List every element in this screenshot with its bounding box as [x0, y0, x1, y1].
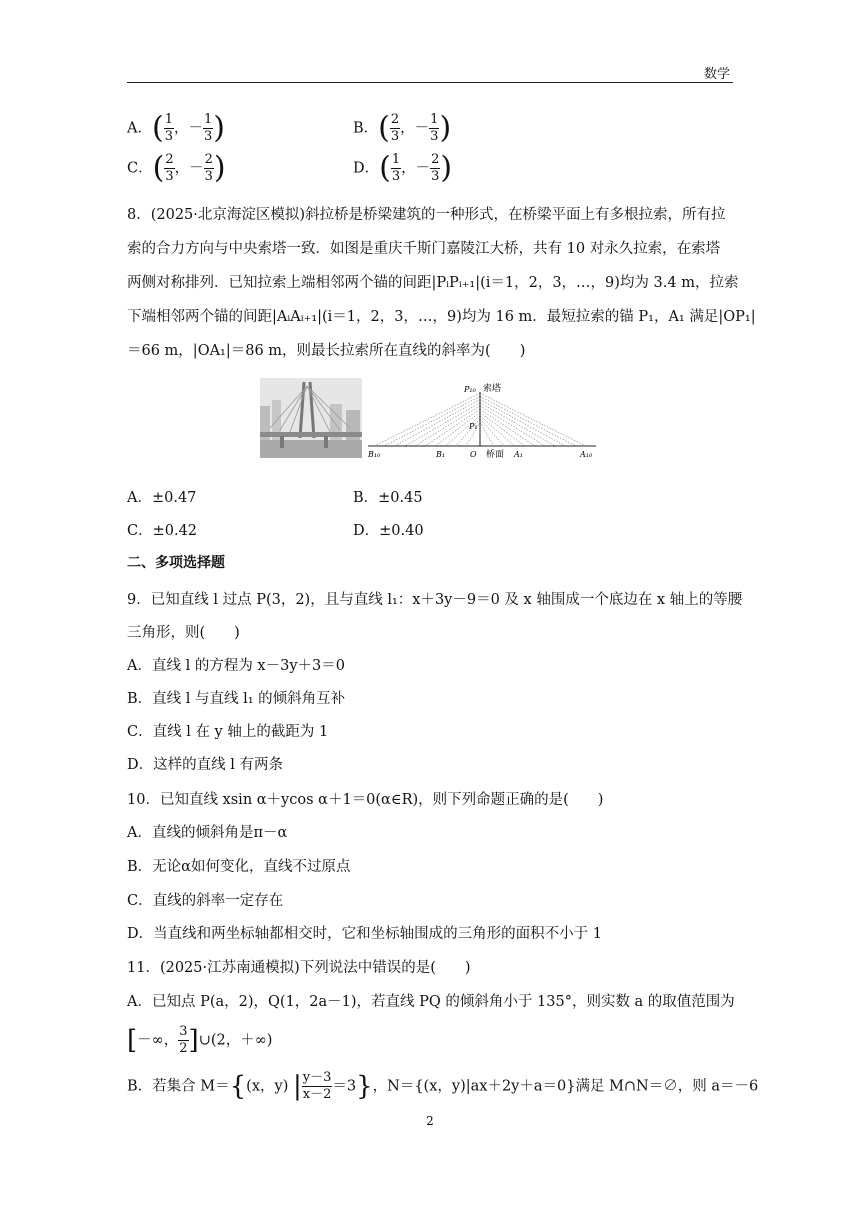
q8-line-2: 索的合力方向与中央索塔一致．如图是重庆千斯门嘉陵江大桥，共有 10 对永久拉索，在索塔	[127, 241, 721, 257]
q7-option-c: C．( $\frac{2}{3}$ ，－ $\frac{2}{3}$ )	[127, 150, 226, 186]
q8-option-b: B．±0.45	[353, 490, 423, 506]
stay-cable	[480, 412, 525, 446]
stay-cable	[480, 422, 494, 446]
label-p10: P₁₀	[464, 385, 476, 394]
q9-line-2: 三角形，则( )	[127, 625, 240, 641]
q8-line-3: 两侧对称排列．已知拉索上端相邻两个锚的间距|PᵢPᵢ₊₁|(i＝1，2，3，…，9)均为 3.4 m，拉索	[127, 275, 739, 291]
q10-option-b: B．无论α如何变化，直线不过原点	[127, 859, 351, 875]
page-number: 2	[426, 1114, 434, 1128]
q10-option-d: D．当直线和两坐标轴都相交时，它和坐标轴围成的三角形的面积不小于 1	[127, 926, 602, 942]
q11-stem: 11．(2025·江苏南通模拟)下列说法中错误的是( )	[127, 960, 471, 976]
q11-option-b: B．若集合 M＝{(x，y) | $\frac{y-3}{x-2}$ ＝3}，N＝{(x，y)|ax＋2y＋a＝0}满足 M∩N＝∅，则 a＝－6	[127, 1070, 759, 1102]
q8-option-d: D．±0.40	[353, 523, 424, 539]
q7-option-a: A．( $\frac{1}{3}$ ，－ $\frac{1}{3}$ )	[127, 110, 225, 146]
q8-line-1: 8．(2025·北京海淀区模拟)斜拉桥是桥梁建筑的一种形式，在桥梁平面上有多根拉索，所有拉	[127, 207, 726, 223]
q8-option-c: C．±0.42	[127, 523, 198, 539]
label-b1: B₁	[436, 450, 446, 459]
q8-line-5: ＝66 m，|OA₁|＝86 m，则最长拉索所在直线的斜率为( )	[127, 343, 526, 359]
label-b10: B₁₀	[368, 450, 381, 459]
label-o: O	[470, 450, 477, 459]
bridge-diagram	[366, 378, 598, 460]
stay-cable	[480, 406, 545, 446]
label-p1: P₁	[469, 422, 478, 431]
section-title: 二、多项选择题	[127, 555, 225, 571]
q10-option-c: C．直线的斜率一定存在	[127, 893, 284, 909]
stay-cable	[395, 400, 480, 446]
q9-option-d: D．这样的直线 l 有两条	[127, 757, 283, 773]
q8-line-4: 下端相邻两个锚的间距|AᵢAᵢ₊₁|(i＝1，2，3，…，9)均为 16 m．最短拉索的锚 P₁，A₁ 满足|OP₁|	[127, 309, 756, 325]
label-a10: A₁₀	[580, 450, 593, 459]
q9-option-b: B．直线 l 与直线 l₁ 的倾斜角互补	[127, 691, 346, 707]
bridge-photo	[260, 378, 362, 458]
q10-option-a: A．直线的倾斜角是π－α	[127, 825, 288, 841]
label-a1: A₁	[514, 450, 523, 459]
stay-cable	[384, 396, 480, 446]
stay-cable	[480, 403, 555, 446]
q7-option-d: D．( $\frac{1}{3}$ ，－ $\frac{2}{3}$ )	[353, 150, 453, 186]
q9-option-c: C．直线 l 在 y 轴上的截距为 1	[127, 724, 329, 740]
label-deck: 桥面	[486, 450, 505, 460]
stay-cable	[480, 400, 565, 446]
stay-cable	[480, 396, 576, 446]
header-subject: 数学	[704, 67, 731, 82]
q11-option-a-line-1: A．已知点 P(a，2)，Q(1，2a－1)，若直线 PQ 的倾斜角小于 135°，则实数 a 的取值范围为	[127, 994, 735, 1010]
label-tower: 索塔	[483, 384, 502, 394]
q8-option-a: A．±0.47	[127, 490, 197, 506]
q10-stem: 10．已知直线 xsin α＋ycos α＋1＝0(α∈R)，则下列命题正确的是( )	[127, 792, 604, 808]
q11-option-a-range: [－∞， $\frac{3}{2}$ ]∪(2，＋∞)	[127, 1024, 273, 1056]
q9-line-1: 9．已知直线 l 过点 P(3，2)，且与直线 l₁：x＋3y－9＝0 及 x 轴围成一个底边在 x 轴上的等腰	[127, 592, 743, 608]
header-rule	[127, 82, 733, 83]
q7-option-b: B．( $\frac{2}{3}$ ，－ $\frac{1}{3}$ )	[353, 110, 452, 146]
q9-option-a: A．直线 l 的方程为 x－3y＋3＝0	[127, 658, 345, 674]
